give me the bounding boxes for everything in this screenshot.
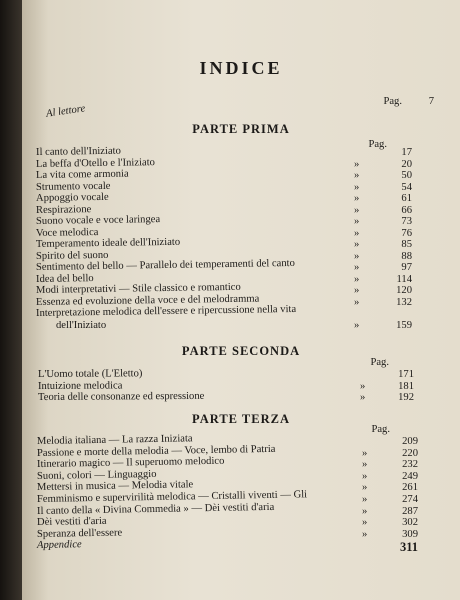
toc-entry-label: Interpretazione melodica dell'essere e ripercussione nella vita [35, 303, 297, 319]
toc-entry-label: Teoria delle consonanze ed espressione [37, 390, 205, 403]
toc-entry-label: La vita come armonia [35, 168, 129, 181]
page-number: 287 [402, 505, 418, 517]
toc-entry-label: Sentimento del bello — Parallelo dei temperamenti del canto [35, 257, 295, 273]
ditto-mark: » [362, 447, 368, 459]
ditto-mark: » [354, 158, 360, 170]
ditto-mark: » [362, 528, 368, 540]
pag-label: Pag. [371, 424, 390, 435]
ditto-mark: » [362, 505, 368, 517]
toc-entry-label: Il canto dell'Iniziato [35, 145, 121, 158]
toc-entry-label: Appendice [36, 539, 82, 552]
page-number: 302 [402, 517, 418, 529]
page-number: 159 [396, 319, 412, 331]
page-title: INDICE [199, 58, 283, 78]
part-heading: PARTE SECONDA [181, 344, 301, 358]
toc-entry-label: Essenza ed evoluzione della voce e del melodramma [35, 292, 260, 308]
page-number: 50 [401, 170, 412, 181]
ditto-mark: » [362, 517, 368, 529]
ditto-mark: » [354, 193, 360, 204]
page-number: 192 [398, 392, 414, 403]
ditto-mark: » [354, 216, 360, 227]
ditto-mark: » [360, 380, 366, 392]
toc-entry-label: Melodia italiana — La razza Iniziata [36, 433, 193, 447]
ditto-mark: » [362, 470, 368, 482]
toc-entry-label: Suono vocale e voce laringea [35, 214, 161, 227]
toc-entry-label: Mettersi in musica — Melodia vitale [36, 479, 194, 494]
toc-entry-label: Speranza dell'essere [36, 527, 123, 540]
toc-entry-label: Appoggio vocale [35, 191, 109, 204]
toc-entry-label: Idea del bello [35, 272, 94, 285]
toc-entry-label: Respirazione [35, 203, 92, 216]
ditto-mark: » [362, 494, 368, 505]
ditto-mark: » [354, 181, 360, 193]
page-number: 132 [396, 296, 412, 308]
book-gutter-shadow [0, 0, 22, 600]
ditto-mark: » [354, 170, 360, 181]
ditto-mark: » [362, 459, 368, 471]
page-number: 249 [402, 470, 418, 482]
book-page [22, 0, 460, 600]
pag-label: Pag. [368, 139, 387, 150]
page-number: 66 [401, 204, 412, 216]
toc-entry-label: Suoni, colori — Linguaggio [36, 468, 157, 482]
part-heading: PARTE PRIMA [192, 122, 290, 136]
page-number: 20 [401, 158, 412, 170]
pag-label: Pag. [383, 96, 402, 107]
toc-entry-label-continued: dell'Iniziato [56, 319, 107, 331]
ditto-mark: » [354, 262, 360, 273]
ditto-mark: » [354, 250, 360, 262]
page-number: 54 [401, 181, 412, 193]
ditto-mark: » [354, 227, 360, 239]
pag-label: Pag. [370, 357, 389, 368]
page-number: 114 [396, 273, 412, 285]
page-number: 76 [401, 227, 412, 239]
page-number: 274 [402, 494, 418, 505]
page-number: 261 [402, 482, 418, 494]
page-number: 17 [401, 147, 412, 158]
page-number: 97 [401, 262, 412, 273]
ditto-mark: » [354, 273, 360, 285]
toc-entry-label: Il canto della « Divina Commedia » — Dèi vestiti d'aria [36, 501, 275, 517]
page-number: 120 [396, 285, 412, 296]
toc-entry-label: Modi interpretativi — Stile classico e romantico [35, 281, 241, 296]
toc-entry-label: Strumento vocale [35, 180, 111, 193]
toc-entry-label: Passione e morte della melodia — Voce, lembo di Patria [36, 443, 276, 459]
ditto-mark: » [354, 285, 360, 296]
ditto-mark: » [354, 319, 360, 331]
page-number: 220 [402, 447, 418, 459]
toc-entry-label: Spirito del suono [35, 249, 109, 262]
part-heading: PARTE TERZA [192, 412, 290, 426]
page-number: 73 [401, 216, 412, 227]
toc-entry-label: Dèi vestiti d'aria [36, 515, 107, 529]
toc-entry-lettore: Al lettore [45, 103, 86, 120]
page-number: 209 [402, 436, 418, 447]
ditto-mark: » [362, 482, 368, 494]
page-number: 171 [398, 369, 414, 380]
toc-entry-label: Femminismo e supervirilità melodica — Cristalli viventi — Gli [36, 489, 308, 505]
page-number: 85 [401, 239, 412, 250]
page-number: 61 [401, 193, 412, 204]
page-number: 232 [402, 459, 418, 471]
toc-entry-label: L'Uomo totale (L'Eletto) [37, 368, 143, 380]
toc-entry-label: Intuizione melodica [37, 379, 123, 392]
toc-entry-label: Voce melodica [35, 226, 99, 239]
ditto-mark: » [354, 296, 360, 308]
page-number: 309 [402, 528, 418, 540]
ditto-mark: » [360, 392, 366, 403]
page-number: 181 [398, 380, 414, 392]
ditto-mark: » [354, 239, 360, 250]
toc-entry-label: La beffa d'Otello e l'Iniziato [35, 156, 156, 170]
page-number: 88 [401, 250, 412, 262]
page-number: 7 [428, 96, 434, 107]
page-number: 311 [399, 540, 418, 555]
toc-entry-label: Temperamento ideale dell'Iniziato [35, 236, 181, 250]
toc-entry-label: Itinerario magico — Il superuomo melodico [36, 455, 225, 471]
ditto-mark: » [354, 204, 360, 216]
